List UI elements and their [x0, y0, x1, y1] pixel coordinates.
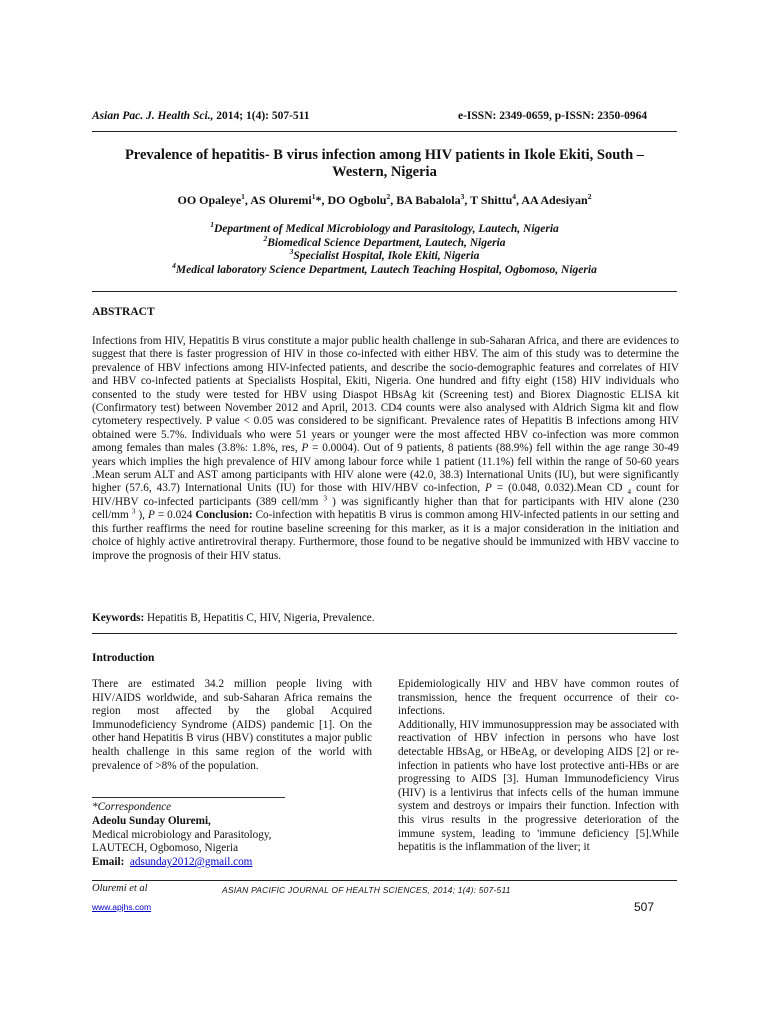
abstract-text: Infections from HIV, Hepatitis B virus constitute a major public health challenge in sub-Saharan Africa, and there are evidences to suggest that there is faster progression of HIV in those co-infected with either HBV. The aim of this study was to determine the prevalence of HBV infections among HIV-infected patients, and describe the socio-demographic features and correlates of HIV and HBV co-infected patients at Specialists Hospital, Ekiti, Nigeria. One hundred and fifty eight (158) HIV individuals who consented to the study were tested for HBV using Diaspot HBsAg kit (Screening test) and Biorex Diagnostic ELISA kit (Confirmatory test) between November 2012 and April, 2013. CD4 counts were also analysed with Aldrich Sigma kit and flow cytometery respectively. P value < 0.05 was considered to be significant. Prevalence rates of Hepatitis B infections among HIV obtained were 5.7%. Individuals who were 51 years or younger were the most affected HBV co-infection was more common among females than males (3.8%: 1.8%, res,	[92, 335, 679, 455]
issn: e-ISSN: 2349-0659, p-ISSN: 2350-0964	[458, 110, 648, 122]
intro-left-column	[92, 678, 372, 773]
affiliation-sup: 1	[210, 220, 214, 230]
p-label: P	[301, 442, 309, 455]
author: AS Oluremi	[250, 193, 312, 207]
affiliation-sup: 4	[172, 260, 176, 270]
intro-paragraph: Additionally, HIV immunosuppression may be associated with reactivation of HBV infection in persons who have lost detectable HBsAg, or HBeAg, or developing AIDS [2] or re-infection in patients who have lost protective anti-HBs or are progressing to AIDS [3]. Human Immunodeficiency Virus (HIV) is a lentivirus that infects cells of the human immune system and destroys or impairs their function. Infection with this virus results in the progressive deterioration of the immune system, leading to 'immune deficiency [5].While hepatitis is the inflammation of the liver; it	[398, 718, 679, 854]
abstract-text: = 0.024	[154, 509, 196, 522]
author-sup: 1	[311, 192, 316, 201]
email-link[interactable]: adsunday2012@gmail.com	[129, 856, 253, 869]
footer-journal: ASIAN PACIFIC JOURNAL OF HEALTH SCIENCES, 2014; 1(4): 507-511	[222, 885, 511, 895]
author-sep: ,	[390, 193, 397, 207]
affiliations	[92, 220, 677, 277]
abstract-text: = 0.0004). Out of 9 patients, 8 patients (88.9%) fell within the age range 30-49 years which implies the high prevalence of HIV among labour force while 1 patient (11.1%) fell within the range of 50-60 years .Mean serum ALT and AST among participants with HIV alone were (42.0, 38.3) International Units (IU), but were significantly higher (57.6, 43.7) International Units (IU) for those with HIV/HBV co-infection,	[92, 442, 679, 495]
p-label: P	[485, 482, 492, 495]
affiliation-rule	[92, 291, 677, 292]
cube-superscript: 3	[323, 493, 328, 503]
title-line-2: Western, Nigeria	[332, 164, 437, 180]
correspondence-rule	[92, 797, 285, 798]
paper-title	[92, 147, 677, 181]
footer-url-link[interactable]: www.apjhs.com	[92, 902, 152, 912]
keywords	[92, 612, 375, 624]
author-sup: 1	[241, 192, 245, 201]
abstract-heading: ABSTRACT	[92, 306, 155, 318]
keywords-rule	[92, 633, 677, 634]
abstract-text: ),	[135, 509, 148, 522]
cube-superscript: 3	[131, 506, 136, 516]
title-line-1: Prevalence of hepatitis- B virus infection among HIV patients in Ikole Ekiti, South –	[124, 147, 645, 163]
author-sup: 4	[512, 192, 517, 201]
correspondence-label: *Correspondence	[92, 801, 172, 813]
intro-right-column	[398, 678, 679, 855]
intro-paragraph: Epidemiologically HIV and HBV have common routes of transmission, hence the frequent occurrence of their co-infections.	[398, 678, 679, 718]
author-sup: 2	[386, 192, 391, 201]
affiliation-text: Medical laboratory Science Department, Lautech Teaching Hospital, Ogbomoso, Nigeria	[175, 263, 597, 276]
cd4-subscript: 4	[627, 487, 632, 497]
correspondence-dept: Medical microbiology and Parasitology,	[92, 828, 272, 841]
abstract-text: Co-infection with hepatitis B virus is common among HIV-infected patients in our setting and this further reaffirms the need for routine baseline screening for this marker, as it is a major consideration in the initiation and choice of highly active antiretroviral therapy. Furthermore, those found to be negative should be immunized with HBV vaccine to improve the prognosis of their HIV status.	[92, 509, 680, 562]
correspondence-name: Adeolu Sunday Oluremi,	[92, 814, 211, 827]
affiliation	[92, 233, 677, 251]
email-label: Email:	[92, 856, 125, 869]
affiliation	[92, 220, 677, 237]
affiliation	[92, 247, 677, 264]
page-number: 507	[634, 900, 655, 914]
correspondence	[92, 801, 271, 870]
keywords-text: Hepatitis B, Hepatitis C, HIV, Nigeria, Prevalence.	[144, 612, 375, 624]
author-sup: 2	[587, 192, 592, 201]
affiliation-sup: 2	[263, 233, 268, 243]
keywords-label: Keywords:	[92, 612, 145, 624]
journal-name: Asian Pac. J. Health Sci.,	[92, 110, 214, 122]
author: BA Babalola	[396, 193, 461, 207]
affiliation-text: Department of Medical Microbiology and Parasitology, Lautech, Nigeria	[213, 223, 559, 235]
journal-citation	[92, 110, 310, 122]
affiliation-text: Biomedical Science Department, Lautech, Nigeria	[267, 236, 506, 249]
introduction-heading: Introduction	[92, 652, 155, 664]
author: T Shittu	[470, 193, 513, 207]
abstract-body	[92, 335, 679, 563]
author: DO Ogbolu	[327, 193, 387, 207]
journal-volume: 2014; 1(4): 507-511	[213, 110, 310, 122]
intro-paragraph: There are estimated 34.2 million people living with HIV/AIDS worldwide, and sub-Saharan Africa remains the region most affected by the global Acquired Immunodeficiency Syndrome (AIDS) pandemic [1]. On the other hand Hepatitis B virus (HBV) constitutes a major public health challenge in this same region of the world with prevalence of >8% of the population.	[92, 678, 372, 772]
author-sup: 3	[460, 192, 465, 201]
author-list	[92, 193, 677, 208]
abstract-text: = (0.048, 0.032).Mean CD	[491, 482, 628, 495]
affiliation-sup: 3	[289, 247, 294, 257]
abstract-text: ) was significantly higher than that for participants with HIV alone (230 cell/mm	[92, 495, 679, 522]
author-sep: *,	[315, 193, 328, 207]
author-sep: ,	[244, 193, 251, 207]
affiliation	[92, 260, 677, 278]
author: OO Opaleye	[177, 193, 242, 207]
correspondence-address: LAUTECH, Ogbomoso, Nigeria	[92, 842, 239, 855]
author-sep: ,	[516, 193, 522, 207]
conclusion-label: Conclusion:	[195, 509, 253, 522]
author-sep: ,	[464, 193, 471, 207]
abstract-text: count for HIV/HBV co-infected participants (389 cell/mm	[92, 482, 679, 508]
footer-rule	[92, 880, 677, 881]
footer-author: Oluremi et al	[92, 883, 148, 894]
p-label: P	[148, 509, 155, 522]
author: AA Adesiyan	[521, 193, 588, 207]
affiliation-text: Specialist Hospital, Ikole Ekiti, Nigeria	[293, 250, 480, 262]
header-rule	[92, 131, 677, 132]
correspondence-email-line	[92, 856, 271, 870]
